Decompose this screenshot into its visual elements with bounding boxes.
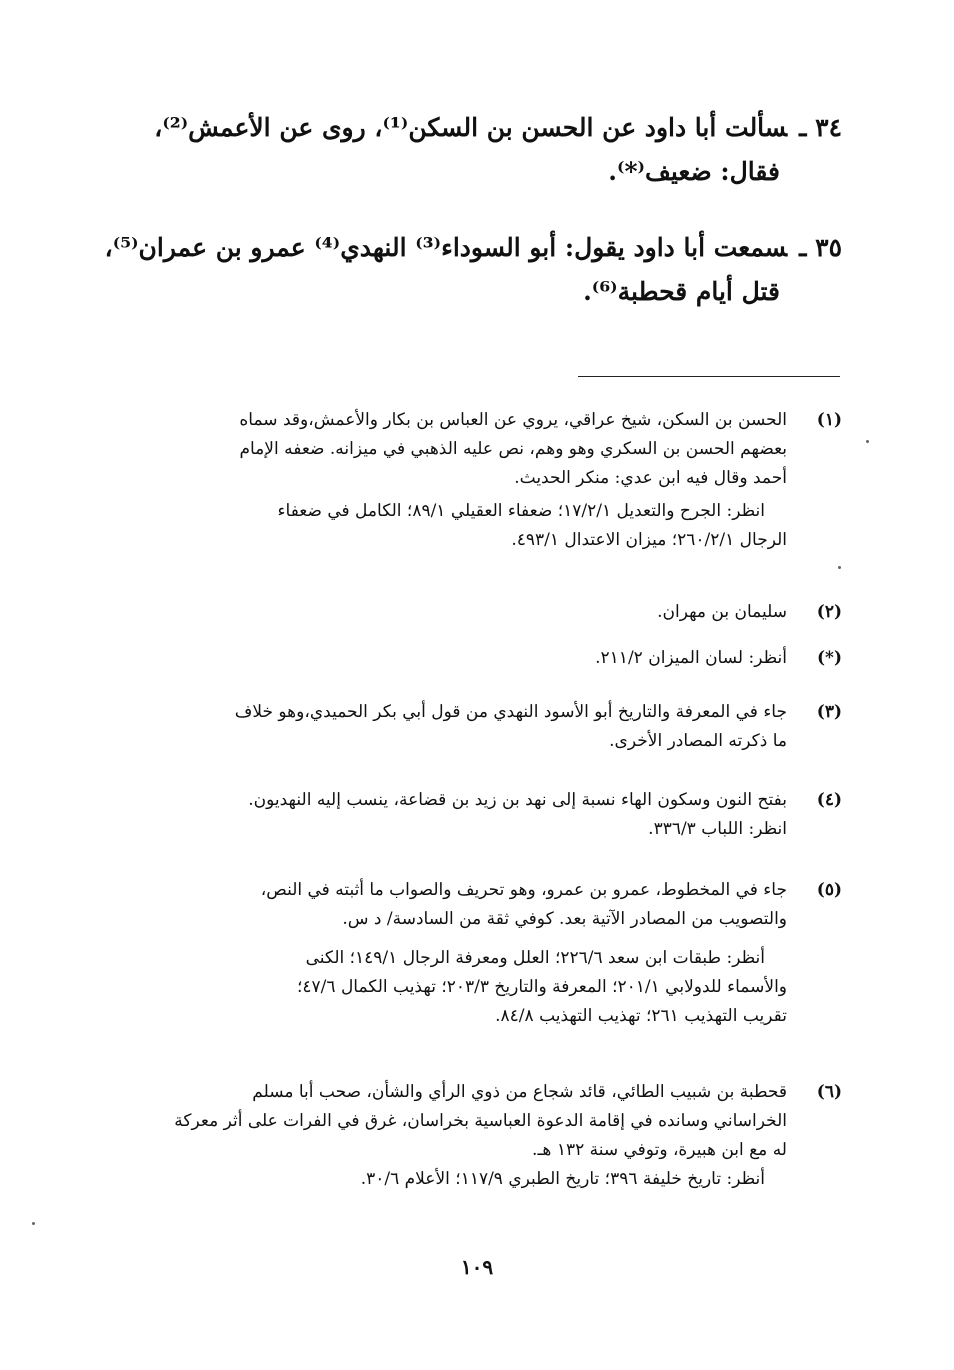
footnote-line: والتصويب من المصادر الآتية بعد. كوفي ثقة من السادسة/ د س. xyxy=(342,909,787,929)
footnote-number: (*) xyxy=(817,648,842,668)
entry-line-1 xyxy=(142,106,842,150)
footnote-line: بعضهم الحسن بن السكري وهو وهم، نص عليه الذهبي في ميزانه. ضعفه الإمام xyxy=(239,439,787,459)
footnote-line: الحسن بن السكن، شيخ عراقي، يروي عن العباس بن بكار والأعمش،وقد سماه xyxy=(239,410,787,430)
footnote-3 xyxy=(142,698,842,756)
footnote-line: قحطبة بن شبيب الطائي، قائد شجاع من ذوي الرأي والشأن، صحب أبا مسلم xyxy=(252,1082,787,1102)
entry-number: ٣٤ ـ xyxy=(799,113,842,142)
footnote-6 xyxy=(142,1078,842,1194)
entry-34 xyxy=(142,106,842,194)
footnote-reference: أنظر: طبقات ابن سعد ٢٢٦/٦؛ العلل ومعرفة الرجال ١٤٩/١؛ الكنى xyxy=(305,948,765,968)
footnote-line: انظر: اللباب ٣٣٦/٣. xyxy=(648,819,787,839)
footnote-line: ما ذكرته المصادر الأخرى. xyxy=(609,731,787,751)
footnote-separator xyxy=(578,376,840,377)
scan-speck xyxy=(32,1222,35,1225)
footnote-reference: تقريب التهذيب ٢٦١؛ تهذيب التهذيب ٨٤/٨. xyxy=(495,1006,787,1026)
footnote-5 xyxy=(142,876,842,1031)
footnote-line: له مع ابن هبيرة، وتوفي سنة ١٣٢ هـ. xyxy=(532,1140,787,1160)
footnote-number: (٤) xyxy=(816,790,842,810)
footnote-number: (٥) xyxy=(816,880,842,900)
footnote-line: الخراساني وسانده في إقامة الدعوة العباسية بخراسان، غرق في الفرات على أثر معركة xyxy=(174,1111,787,1131)
footnote-4 xyxy=(142,786,842,844)
entry-35 xyxy=(104,226,842,314)
footnote-body xyxy=(142,698,787,756)
footnote-asterisk xyxy=(142,644,842,673)
footnote-body xyxy=(142,644,787,673)
entry-text: سألت أبا داود عن الحسن بن السكن⁽¹⁾، روى عن الأعمش⁽²⁾، xyxy=(154,113,788,142)
entry-number: ٣٥ ـ xyxy=(799,233,842,262)
footnote-1 xyxy=(142,406,842,555)
footnote-number: (٢) xyxy=(816,602,842,622)
footnote-body xyxy=(142,598,787,627)
footnote-line: جاء في المخطوط، عمرو بن عمرو، وهو تحريف والصواب ما أثبته في النص، xyxy=(260,880,787,900)
footnote-reference: والأسماء للدولابي ٢٠١/١؛ المعرفة والتاريخ ٢٠٣/٣؛ تهذيب الكمال ٤٧/٦؛ xyxy=(297,977,787,997)
page-number: ١٠٩ xyxy=(460,1255,494,1279)
entry-line-1 xyxy=(104,226,842,270)
footnote-line: بفتح النون وسكون الهاء نسبة إلى نهد بن زيد بن قضاعة، ينسب إليه النهديون. xyxy=(248,790,787,810)
footnote-line: أحمد وقال فيه ابن عدي: منكر الحديث. xyxy=(514,468,787,488)
footnote-reference: انظر: الجرح والتعديل ١٧/٢/١؛ ضعفاء العقيلي ٨٩/١؛ الكامل في ضعفاء xyxy=(277,501,765,521)
footnote-number: (٦) xyxy=(816,1082,842,1102)
scan-speck xyxy=(838,566,841,569)
footnote-body xyxy=(142,406,787,555)
footnote-2 xyxy=(142,598,842,627)
footnote-body xyxy=(142,876,787,1031)
footnote-body xyxy=(142,1078,787,1194)
scan-speck xyxy=(866,440,869,443)
footnote-line: أنظر: لسان الميزان ٢١١/٢. xyxy=(595,648,787,668)
footnote-number: (٣) xyxy=(816,702,842,722)
entry-line-2: فقال: ضعيف⁽*⁾. xyxy=(608,157,780,186)
footnote-body xyxy=(142,786,787,844)
entry-line-2: قتل أيام قحطبة⁽⁶⁾. xyxy=(583,277,780,306)
footnote-line: سليمان بن مهران. xyxy=(657,602,787,622)
footnote-reference: الرجال ٢٦٠/٢/١؛ ميزان الاعتدال ٤٩٣/١. xyxy=(511,530,787,550)
entry-text: سمعت أبا داود يقول: أبو السوداء⁽³⁾ النهدي⁽⁴⁾ عمرو بن عمران⁽⁵⁾، xyxy=(104,233,788,262)
footnote-number: (١) xyxy=(816,410,842,430)
footnote-line: جاء في المعرفة والتاريخ أبو الأسود النهدي من قول أبي بكر الحميدي،وهو خلاف xyxy=(234,702,787,722)
footnote-reference: أنظر: تاريخ خليفة ٣٩٦؛ تاريخ الطبري ١١٧/٩؛ الأعلام ٣٠/٦. xyxy=(360,1169,765,1189)
